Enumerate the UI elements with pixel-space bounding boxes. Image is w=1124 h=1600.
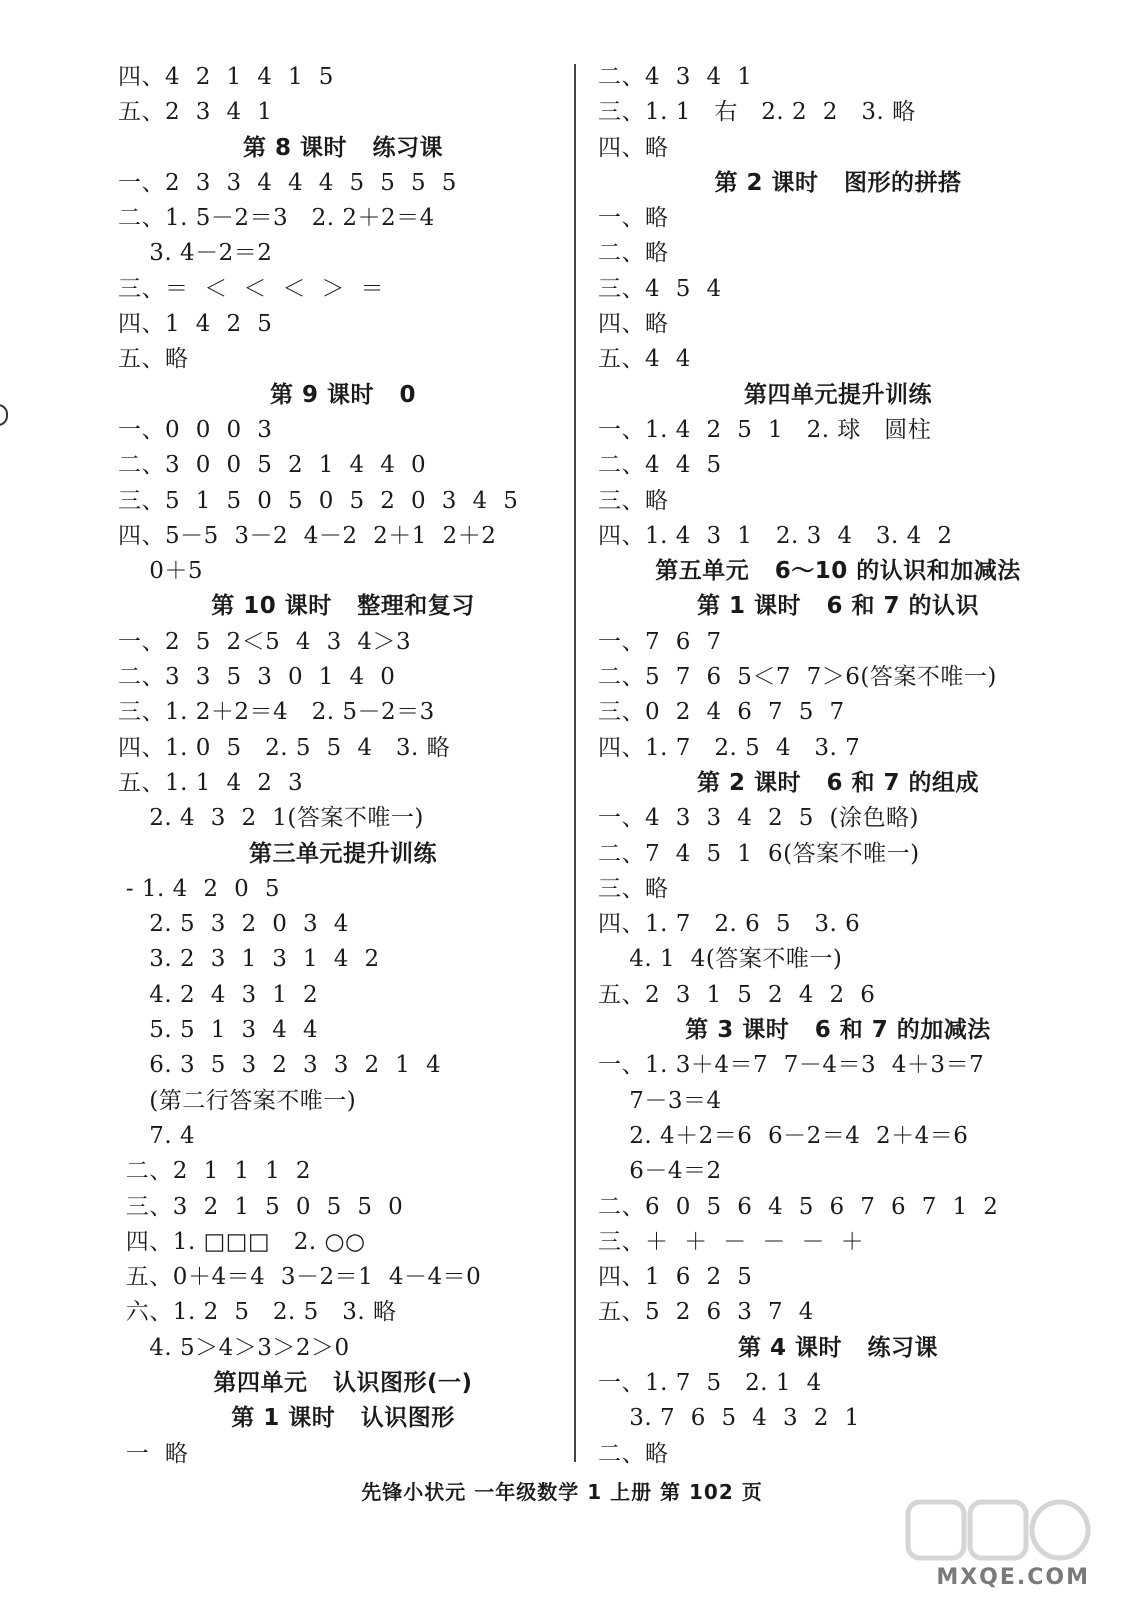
answer-line: 四、1 6 2 5: [598, 1264, 753, 1291]
section-heading: 第五单元 6～10 的认识和加减法: [655, 558, 1021, 585]
answer-line: 一、1. 3＋4＝7 7－4＝3 4＋3＝7: [598, 1052, 985, 1079]
answer-line: 一、2 3 3 4 4 4 5 5 5 5: [118, 169, 457, 196]
section-heading: 第 8 课时 练习课: [242, 134, 444, 161]
answer-line: 四、5－5 3－2 4－2 2＋1 2＋2: [118, 522, 497, 549]
answer-line: 六、1. 2 5 2. 5 3. 略: [118, 1299, 397, 1326]
answer-line: 五、4 4: [598, 346, 691, 373]
section-heading: 第四单元提升训练: [744, 381, 932, 408]
answer-line: 三、＝ ＜ ＜ ＜ ＞ ＝: [118, 275, 385, 302]
answer-line: 二、5 7 6 5＜7 7＞6(答案不唯一): [598, 664, 997, 691]
section-heading: 第 4 课时 练习课: [737, 1334, 939, 1361]
answer-line: 四、4 2 1 4 1 5: [118, 64, 334, 90]
answer-line: 一 略: [118, 1440, 189, 1467]
answer-line: 二、3 0 0 5 2 1 4 4 0: [118, 452, 427, 479]
answer-line: 三、1. 2＋2＝4 2. 5－2＝3: [118, 699, 435, 726]
answer-line: 四、1. 7 2. 5 4 3. 7: [598, 734, 861, 761]
page-footer: 先锋小状元 一年级数学 1 上册 第 102 页: [361, 1480, 763, 1504]
answer-line: 3. 7 6 5 4 3 2 1: [598, 1405, 860, 1432]
answer-line: 4. 1 4(答案不唯一): [598, 946, 843, 973]
answer-line: 二、1. 5－2＝3 2. 2＋2＝4: [118, 205, 435, 232]
answer-line: 五、略: [118, 346, 189, 373]
answer-line: 一、1. 7 5 2. 1 4: [598, 1369, 822, 1396]
section-heading: 第 1 课时 6 和 7 的认识: [696, 593, 980, 620]
answer-line: 四、1. 7 2. 6 5 3. 6: [598, 911, 861, 938]
answer-line: 三、略: [598, 875, 669, 902]
answer-line: (第二行答案不唯一): [118, 1087, 357, 1114]
answer-line: 三、＋ ＋ － － － ＋: [598, 1228, 865, 1255]
answer-line: 4. 2 4 3 1 2: [118, 981, 319, 1008]
answer-line: 四、1. 0 5 2. 5 5 4 3. 略: [118, 734, 451, 761]
answer-line: 二、3 3 5 3 0 1 4 0: [118, 664, 396, 691]
answer-line: 3. 2 3 1 3 1 4 2: [118, 946, 380, 973]
column-divider: [574, 64, 576, 1462]
answer-line: 四、1. □□□ 2. ○○: [118, 1228, 366, 1255]
answer-line: 2. 4＋2＝6 6－2＝4 2＋4＝6: [598, 1122, 969, 1149]
answer-line: 五、1. 1 4 2 3: [118, 769, 304, 796]
answer-line: 五、0＋4＝4 3－2＝1 4－4＝0: [118, 1264, 482, 1291]
section-heading: 第 2 课时 图形的拼搭: [714, 169, 962, 196]
answer-line: 6. 3 5 3 2 3 3 2 1 4: [118, 1052, 442, 1079]
answer-line: 一、略: [598, 205, 669, 232]
answer-line: 三、3 2 1 5 0 5 5 0: [118, 1193, 404, 1220]
answer-line: 二、6 0 5 6 4 5 6 7 6 7 1 2: [598, 1193, 999, 1220]
answer-line: 五、2 3 1 5 2 4 2 6: [598, 981, 876, 1008]
answer-line: 一、7 6 7: [598, 628, 722, 655]
left-column: [118, 60, 568, 1472]
section-heading: 第 3 课时 6 和 7 的加减法: [685, 1017, 991, 1044]
section-heading: 第 9 课时 0: [269, 381, 417, 408]
section-heading: 第 10 课时 整理和复习: [211, 593, 475, 620]
section-heading: 第三单元提升训练: [249, 840, 437, 867]
answer-line: 三、略: [598, 487, 669, 514]
answer-line: 四、1. 4 3 1 2. 3 4 3. 4 2: [598, 522, 953, 549]
answer-line: 一、2 5 2＜5 4 3 4＞3: [118, 628, 412, 655]
answer-line: 2. 5 3 2 0 3 4: [118, 911, 349, 938]
answer-line: 二、4 3 4 1: [598, 64, 753, 90]
answer-line: 二、4 4 5: [598, 452, 722, 479]
binding-mark: [0, 404, 8, 426]
section-heading: 第 2 课时 6 和 7 的组成: [696, 769, 980, 796]
answer-line: 四、1 4 2 5: [118, 311, 273, 338]
answer-line: 二、略: [598, 1440, 669, 1467]
answer-line: 一、1. 4 2 5 1 2. 球 圆柱: [598, 416, 932, 443]
answer-line: 三、5 1 5 0 5 0 5 2 0 3 4 5: [118, 487, 519, 514]
answer-line: 五、2 3 4 1: [118, 99, 273, 126]
answer-line: 一、4 3 3 4 2 5 (涂色略): [598, 805, 919, 832]
answer-line: 7. 4: [118, 1122, 196, 1149]
answer-line: - 1. 4 2 0 5: [118, 875, 281, 902]
right-column: [598, 60, 1078, 1472]
answer-line: 5. 5 1 3 4 4: [118, 1017, 319, 1044]
answer-line: 三、0 2 4 6 7 5 7: [598, 699, 845, 726]
answer-line: 四、略: [598, 134, 669, 161]
answer-line: 一、0 0 0 3: [118, 416, 273, 443]
answer-line: 五、5 2 6 3 7 4: [598, 1299, 814, 1326]
answer-line: 三、1. 1 右 2. 2 2 3. 略: [598, 99, 916, 126]
answer-line: 4. 5＞4＞3＞2＞0: [118, 1334, 350, 1361]
answer-line: 二、略: [598, 240, 669, 267]
answer-line: 6－4＝2: [598, 1158, 722, 1185]
section-heading: 第 1 课时 认识图形: [231, 1405, 455, 1432]
watermark-text: MXQE.COM: [936, 1565, 1090, 1590]
answer-line: 3. 4－2＝2: [118, 240, 273, 267]
section-heading: 第四单元 认识图形(一): [213, 1369, 473, 1396]
answer-line: 二、7 4 5 1 6(答案不唯一): [598, 840, 920, 867]
answer-line: 三、4 5 4: [598, 275, 722, 302]
answer-line: 0＋5: [118, 558, 204, 585]
answer-line: 二、2 1 1 1 2: [118, 1158, 311, 1185]
answer-line: 7－3＝4: [598, 1087, 722, 1114]
answer-line: 四、略: [598, 311, 669, 338]
answer-line: 2. 4 3 2 1(答案不唯一): [118, 805, 424, 832]
